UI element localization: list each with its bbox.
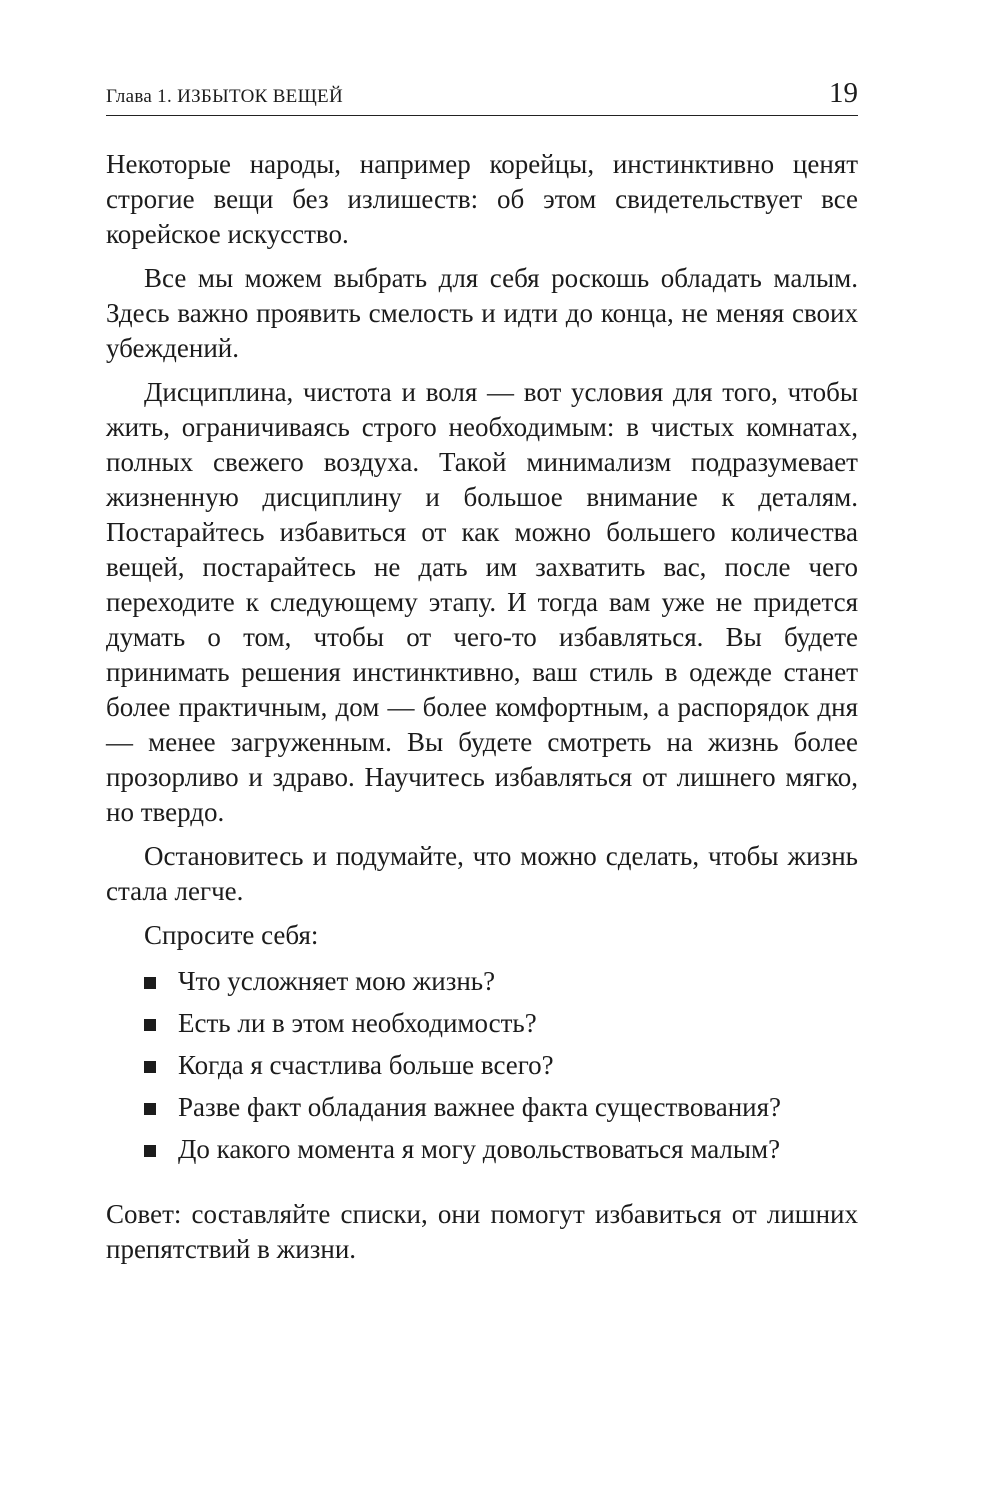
running-head: [106, 77, 858, 112]
questions-intro: Спросите себя:: [144, 920, 319, 950]
paragraph-2: Все мы можем выбрать для себя роскошь обладать малым. Здесь важно проявить смелость и идти до конца, не меняя своих убеждений.: [106, 263, 858, 363]
header-rule: [106, 115, 858, 116]
list-item: [106, 1090, 858, 1132]
advice-paragraph: Совет: составляйте списки, они помогут избавиться от лишних препятствий в жизни.: [106, 1199, 858, 1264]
square-bullet-icon: [144, 1103, 156, 1115]
list-item-text: Когда я счастлива больше всего?: [178, 1050, 554, 1080]
square-bullet-icon: [144, 977, 156, 989]
list-item: [106, 1132, 858, 1174]
square-bullet-icon: [144, 1145, 156, 1157]
paragraph-4: Остановитесь и подумайте, что можно сделать, чтобы жизнь стала легче.: [106, 841, 858, 906]
list-item-text: Есть ли в этом необходимость?: [178, 1008, 537, 1038]
questions-list: [106, 964, 858, 1174]
list-item-text: Что усложняет мою жизнь?: [178, 966, 496, 996]
body-text: [106, 147, 858, 1267]
square-bullet-icon: [144, 1019, 156, 1031]
list-item: [106, 964, 858, 1006]
square-bullet-icon: [144, 1061, 156, 1073]
list-item: [106, 1006, 858, 1048]
page-number: 19: [829, 77, 858, 109]
chapter-title: Глава 1. ИЗБЫТОК ВЕЩЕЙ: [106, 86, 343, 107]
list-item: [106, 1048, 858, 1090]
list-item-text: До какого момента я могу довольствоваться малым?: [178, 1134, 781, 1164]
list-item-text: Разве факт обладания важнее факта существования?: [178, 1092, 781, 1122]
paragraph-1: Некоторые народы, например корейцы, инстинктивно ценят строгие вещи без излишеств: об этом свидетельствует все корейское искусство.: [106, 149, 858, 249]
paragraph-3: Дисциплина, чистота и воля — вот условия для того, чтобы жить, ограничиваясь строго необходимым: в чистых комнатах, полных свежего воздуха. Такой минимализм подразумевает жизненную дисциплину и большое внимание к деталям. Постарайтесь избавиться от как можно большего количества вещей, постарайтесь не дать им захватить вас, после чего переходите к следующему этапу. И тогда вам уже не придется думать о том, чтобы от чего-то избавляться. Вы будете принимать решения инстинктивно, ваш стиль в одежде станет более практичным, дом — более комфортным, а распорядок дня — менее загруженным. Вы будете смотреть на жизнь более прозорливо и здраво. Научитесь избавляться от лишнего мягко, но твердо.: [106, 377, 858, 827]
